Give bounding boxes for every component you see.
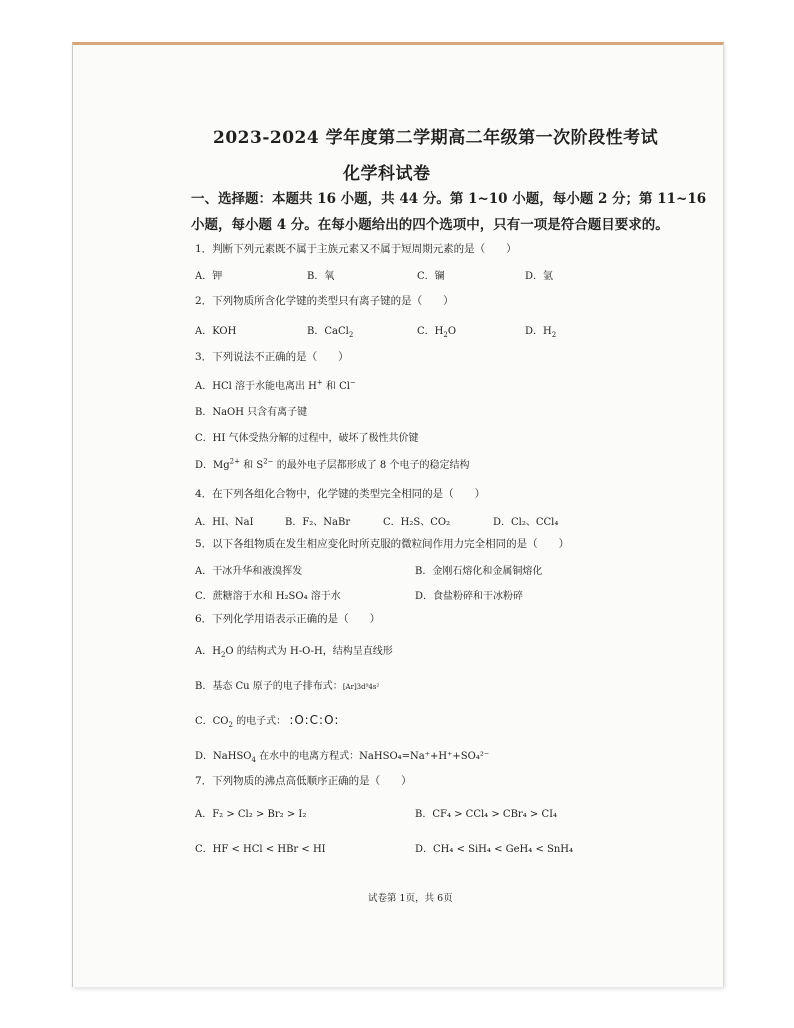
page-footer: 试卷第 1页，共 6页 — [368, 893, 453, 904]
q6-option-c: C．$CO_2$ 的电子式： :O:C:O: — [195, 713, 340, 729]
q2-stem: 2．下列物质所含化学键的类型只有离子键的是（ ） — [195, 295, 454, 307]
q6-option-a: A．$H_2O$ 的结构式为 H-O-H，结构呈直线形 — [195, 646, 393, 659]
q5-option-c: C．蔗糖溶于水和 H₂SO₄ 溶于水 — [195, 591, 341, 602]
q5-stem: 5．以下各组物质在发生相应变化时所克服的微粒间作用力完全相同的是（ ） — [195, 538, 570, 550]
q7-option-c: C．HF < HCl < HBr < HI — [195, 844, 326, 855]
q3-option-b: B．NaOH 只含有离子键 — [195, 407, 308, 418]
exam-subtitle: 化学科试卷 — [343, 164, 431, 184]
q3-stem: 3．下列说法不正确的是（ ） — [195, 351, 349, 363]
q7-stem: 7．下列物质的沸点高低顺序正确的是（ ） — [195, 775, 412, 787]
q4-stem: 4．在下列各组化合物中，化学键的类型完全相同的是（ ） — [195, 488, 486, 500]
section-instruction-line1: 一、选择题：本题共 16 小题，共 44 分。第 1~10 小题，每小题 2 分；第 11~16 — [191, 191, 707, 207]
q1-option-c: C．镧 — [417, 271, 445, 282]
q5-option-a: A．干冰升华和液溴挥发 — [195, 566, 303, 577]
section-instruction-line2: 小题，每小题 4 分。在每小题给出的四个选项中，只有一项是符合题目要求的。 — [191, 217, 669, 233]
q2-option-b: B．CaCl$_2$ — [307, 326, 354, 339]
q4-option-a: A．HI、NaI — [195, 517, 254, 528]
q4-option-d: D．Cl₂、CCl₄ — [493, 517, 559, 528]
q2-option-c: C．$H_2O$ — [417, 326, 457, 339]
q6-option-d: D．NaHSO$_4$ 在水中的电离方程式：NaHSO₄=Na⁺+H⁺+SO₄²⁻ — [195, 751, 490, 764]
q7-option-b: B．CF₄ > CCl₄ > CBr₄ > CI₄ — [415, 809, 558, 820]
q4-option-b: B．F₂、NaBr — [285, 517, 351, 528]
exam-title: 2023-2024 学年度第二学期高二年级第一次阶段性考试 — [213, 128, 659, 148]
q1-option-b: B．氧 — [307, 271, 335, 282]
q3-option-c: C．HI 气体受热分解的过程中，破坏了极性共价键 — [195, 433, 419, 444]
q5-option-d: D．食盐粉碎和干冰粉碎 — [415, 591, 524, 602]
q4-option-c: C．H₂S、CO₂ — [383, 517, 451, 528]
q3-option-d: D．$Mg^{2+}$ 和 $S^{2-}$ 的最外电子层都形成了 8 个电子的稳定结构 — [195, 457, 470, 471]
q1-option-d: D．氩 — [525, 271, 554, 282]
q7-option-d: D．CH₄ < SiH₄ < GeH₄ < SnH₄ — [415, 844, 574, 855]
q3-option-a: A．HCl 溶于水能电离出 H+ 和 Cl− — [195, 378, 356, 392]
exam-sheet — [72, 42, 724, 987]
q1-stem: 1．判断下列元素既不属于主族元素又不属于短周期元素的是（ ） — [195, 243, 517, 255]
q2-option-d: D．$H_2$ — [525, 326, 557, 339]
q5-option-b: B．金刚石熔化和金属铜熔化 — [415, 566, 543, 577]
q6-option-b: B．基态 Cu 原子的电子排布式：[Ar]3d⁹4s² — [195, 681, 380, 692]
q2-option-a: A．KOH — [195, 326, 237, 337]
q1-option-a: A．钾 — [195, 271, 223, 282]
q6-stem: 6．下列化学用语表示正确的是（ ） — [195, 613, 381, 625]
co2-electron-formula: :O:C:O: — [289, 713, 340, 727]
q7-option-a: A．F₂ > Cl₂ > Br₂ > I₂ — [195, 809, 307, 820]
